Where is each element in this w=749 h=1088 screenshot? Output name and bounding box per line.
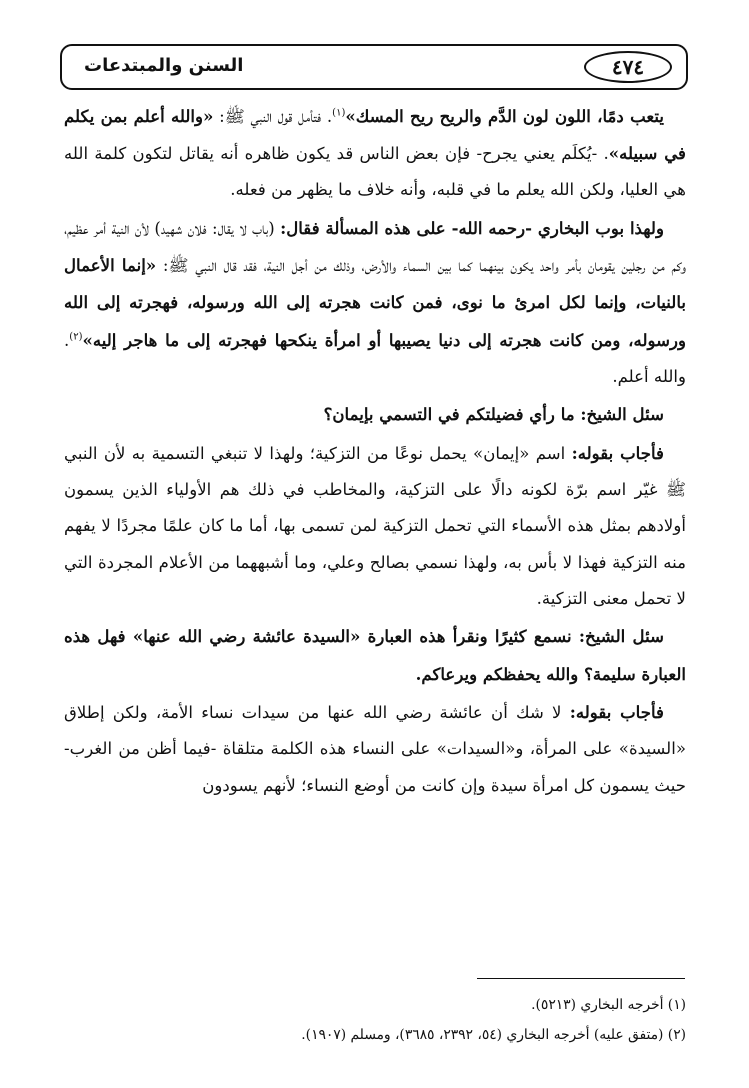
text-run: «إنما الأعمال بالنيات، وإنما لكل امرئ ما نوى، فمن كانت هجرته إلى الله ورسوله، فهجرته إلى الله ورسوله، ومن كانت هجرته إلى دنيا يصيبها أو امرأة ينكحها فهجرته إلى ما هاجر إليه» (64, 255, 686, 350)
footnotes (64, 990, 686, 1050)
paragraph (64, 98, 686, 209)
text-run: سئل الشيخ: نسمع كثيرًا ونقرأ هذه العبارة «السيدة عائشة رضي الله عنها» فهل هذه العبارة سليمة؟ والله يحفظكم ويرعاكم. (64, 626, 686, 684)
footnote-1: (١) أخرجه البخاري (٥٢١٣). (531, 997, 686, 1013)
footnote-2: (٢) (متفق عليه) أخرجه البخاري (٥٤، ٢٣٩٢، ٣٦٨٥)، ومسلم (١٩٠٧). (301, 1027, 686, 1043)
footnote-ref: (١) (332, 107, 346, 119)
text-run: فأجاب بقوله: (571, 443, 664, 463)
paragraph (64, 210, 686, 395)
text-run: سئل الشيخ: ما رأي فضيلتكم في التسمي بإيمان؟ (323, 404, 664, 425)
page-number: ٤٧٤ (584, 51, 672, 83)
text-run: فأجاب بقوله: (569, 702, 664, 723)
text-run: يتعب دمًا، اللون لون الدَّم والريح ريح المسك» (345, 106, 664, 126)
text-run: «والله أعلم بمن يكلم في سبيله» (64, 106, 686, 164)
text-run: . -يُكلَم يعني يجرح- فإن بعض الناس قد يكون ظاهره أنه يقاتل لتكون كلمة الله هي العليا، ولكن الله يعلم ما في قلبه، وأنه خلاف ما يظهر من فعله. (64, 144, 686, 200)
text-run: . فتأمل قول النبي ﷺ: (213, 107, 333, 126)
text-run: لا شك أن عائشة رضي الله عنها من سيدات نساء الأمة، ولكن إطلاق «السيدة» على المرأة، و«السيدات» على النساء هذه الكلمة متلقاة -فيما أظن من الغرب- حيث يسمون كل امرأة سيدة وإن كانت من أوضع النساء؛ لأنهم يسودون (64, 703, 686, 795)
text-run: اسم «إيمان» يحمل نوعًا من التزكية؛ ولهذا لا تنبغي التسمية به لأن النبي ﷺ غيّر اسم برّة لكونه دالًا على التزكية، والمخاطب في ذلك هم الأولياء الذين يسمون أولادهم بمثل هذه الأسماء التي تحمل التزكية لمن تسمى بها، أما ما كان علمًا مجردًا لا يفهم منه التزكية فهذا لا بأس به، ولهذا نسمي بصالح وعلي، وما أشبههما من الأعلام المجردة التي لا تحمل معنى التزكية. (64, 444, 686, 608)
text-run: (باب لا يقال: فلان شهيد) لأن النية أمر عظيم، وكم من رجلين يقومان بأمر واحد يكون بينهما كما بين السماء والأرض، وذلك من أجل النية، فقد قال النبي ﷺ: (64, 219, 686, 276)
text-run: ولهذا بوب البخاري -رحمه الله- على هذه المسألة فقال: (280, 218, 664, 238)
page-header (60, 44, 688, 90)
footnote-ref: (٢) (69, 331, 83, 343)
paragraph (64, 435, 686, 617)
footnote-separator (477, 978, 685, 979)
body-text (64, 98, 686, 805)
text-run: . والله أعلم. (64, 330, 686, 386)
paragraph (64, 694, 686, 804)
paragraph (64, 396, 686, 433)
paragraph (64, 618, 686, 692)
running-title: السنن والمبتدعات (84, 55, 244, 76)
